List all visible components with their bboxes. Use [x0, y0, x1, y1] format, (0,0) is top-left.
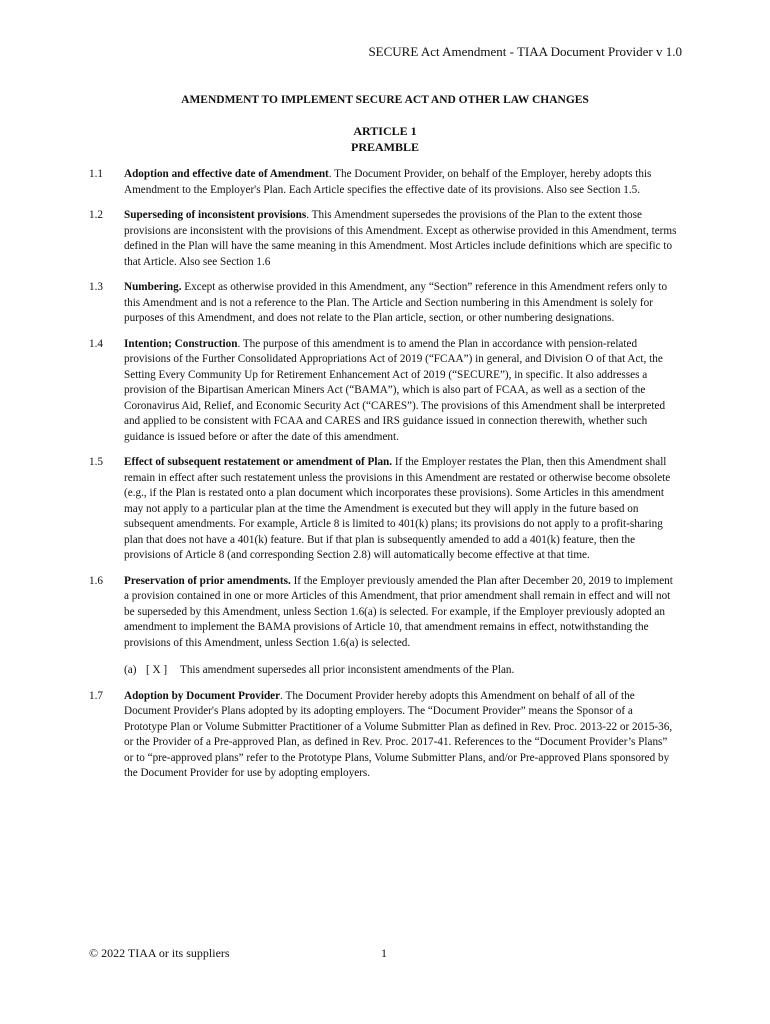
- section-title: Effect of subsequent restatement or amendment of Plan.: [124, 456, 393, 468]
- running-header: SECURE Act Amendment - TIAA Document Provider v 1.0: [368, 44, 682, 59]
- section-1-3: [89, 280, 679, 327]
- document-title: AMENDMENT TO IMPLEMENT SECURE ACT AND OTHER LAW CHANGES: [181, 94, 589, 106]
- article-number: ARTICLE 1: [353, 124, 417, 138]
- section-text: . The Document Provider, on behalf of the Employer, hereby adopts this Amendment to the Employer's Plan. Each Article specifies the effective date of its provisions. Also see Section 1.5.: [124, 168, 652, 196]
- article-heading: [0, 123, 770, 155]
- section-text: If the Employer previously amended the Plan after December 20, 2019 to implement a provision contained in one or more Articles of this Amendment, that prior amendment shall remain in effect and will not be superseded by this Amendment, unless Section 1.6(a) is selected. For example, if the Employer previously adopted an amendment to implement the BAMA provisions of Article 10, that amendment remains in effect, notwithstanding the provisions of this Amendment, unless Section 1.6(a) is selected.: [124, 574, 673, 649]
- section-title: Superseding of inconsistent provisions: [124, 209, 307, 221]
- option-checkbox[interactable]: [ X ]: [146, 664, 168, 676]
- section-text: If the Employer restates the Plan, then this Amendment shall remain in effect after such restatement unless the provisions in this Amendment are restated or otherwise become obsolete (e.g., if the Plan is restated onto a plan document which incorporates these provisions). Some Articles in this amendment may not apply to a particular plan at the time the Amendment is executed but they will apply in the future based on subsequent amendments. For example, Article 8 is limited to 401(k) plans; its provisions do not apply to a profit-sharing plan that does not have a 401(k) feature. But if that plan is subsequently amended to add a 401(k) feature, then the provisions of Article 8 (and corresponding Section 2.8) will automatically become effective at that time.: [124, 456, 671, 561]
- section-text: . The Document Provider hereby adopts this Amendment on behalf of all of the Document Provider's Plans adopted by its adopting employers. The “Document Provider” means the Sponsor of a Prototype Plan or Volume Submitter Practitioner of a Volume Submitter Plan as defined in Rev. Proc. 2013-22 or 2015-36, or the Provider of a Pre-approved Plan, as defined in Rev. Proc. 2017-41. References to the “Document Provider’s Plans” or to “pre-approved plans” refer to the Prototype Plans, Volume Submitter Plans, and/or Pre-approved Plans sponsored by the Document Provider for use by adopting employers.: [124, 689, 673, 779]
- section-title: Intention; Construction: [124, 337, 238, 350]
- section-number: 1.3: [89, 281, 103, 293]
- section-1-6a-option: [124, 663, 679, 679]
- option-label: (a): [124, 664, 137, 676]
- section-1-2: [89, 208, 679, 270]
- section-body: [124, 167, 679, 198]
- section-body: [124, 455, 679, 564]
- option-text: This amendment supersedes all prior inconsistent amendments of the Plan.: [180, 664, 515, 676]
- section-body: [124, 280, 679, 327]
- section-number: 1.2: [89, 209, 103, 221]
- section-number: 1.4: [89, 337, 103, 350]
- section-body: [124, 689, 679, 782]
- section-number: 1.5: [89, 456, 103, 468]
- section-text: . This Amendment supersedes the provisions of the Plan to the extent those provisions are inconsistent with the provisions of this Amendment. Except as otherwise provided in this Amendment, terms defined in the Plan will have the same meaning in this Amendment. Most Articles include definitions which are specific to that Article. Also see Section 1.6: [124, 209, 677, 268]
- section-title: Adoption and effective date of Amendment: [124, 168, 329, 180]
- section-text: Except as otherwise provided in this Amendment, any “Section” reference in this Amendment refers only to this Amendment and is not a reference to the Plan. The Article and Section numbering in this Amendment is solely for purposes of this Amendment, and does not relate to the Plan article, section, or other numbering designations.: [124, 281, 668, 324]
- section-number: 1.1: [89, 168, 103, 180]
- article-name: PREAMBLE: [350, 140, 419, 154]
- section-1-4: [89, 337, 679, 446]
- section-1-1: [89, 167, 679, 198]
- section-number: 1.7: [89, 689, 103, 702]
- section-title: Numbering.: [124, 281, 182, 293]
- footer-copyright: © 2022 TIAA or its suppliers: [89, 946, 230, 960]
- section-body: [124, 574, 679, 652]
- section-body: [124, 208, 679, 270]
- page-number: 1: [381, 946, 387, 960]
- section-title: Preservation of prior amendments.: [124, 574, 291, 587]
- section-1-7: [89, 689, 679, 782]
- section-number: 1.6: [89, 574, 103, 587]
- sections-list: [89, 167, 679, 792]
- section-text: . The purpose of this amendment is to amend the Plan in accordance with pension-related provisions of the Further Consolidated Appropriations Act of 2019 (“FCAA”) in general, and Division O of that Act, the Setting Every Community Up for Retirement Enhancement Act of 2019 (“SECURE”), in specific. It also addresses a provision of the Bipartisan American Miners Act (“BAMA”), which is also part of FCAA, as well as a section of the Coronavirus Aid, Relief, and Economic Security Act (“CARES”). The provisions of this Amendment shall be interpreted and applied to be consistent with FCAA and CARES and IRS guidance issued in connection therewith, whether such guidance is issued before or after the date of this amendment.: [124, 337, 666, 443]
- section-1-6: [89, 574, 679, 679]
- section-title: Adoption by Document Provider: [124, 689, 281, 702]
- section-body: [124, 337, 679, 446]
- section-1-5: [89, 455, 679, 564]
